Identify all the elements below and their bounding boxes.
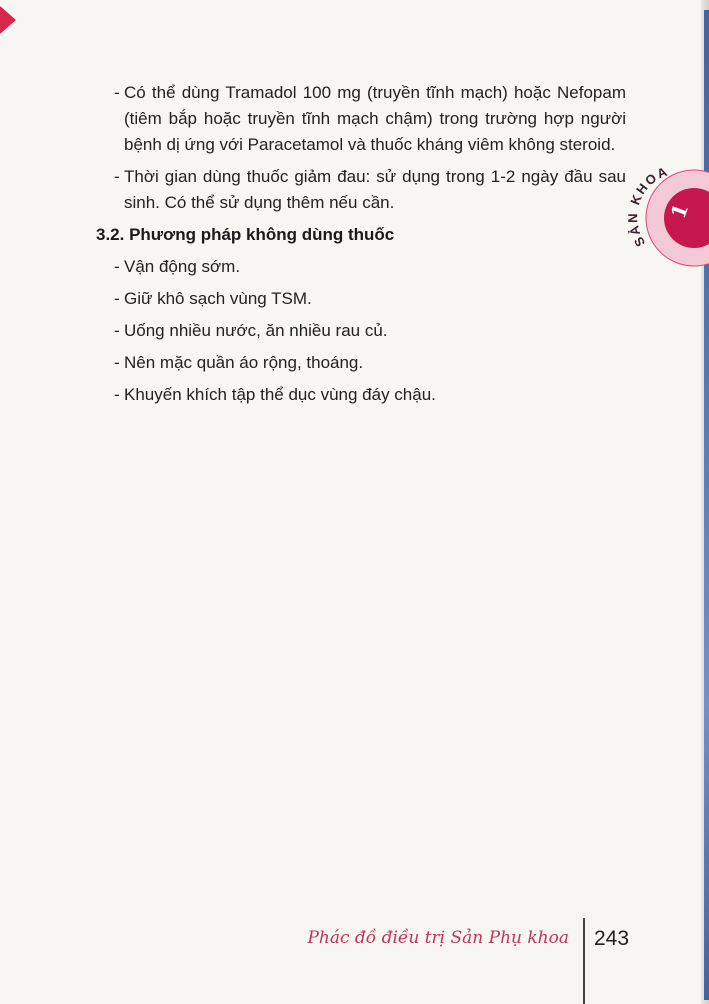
list-dash: - bbox=[114, 257, 120, 276]
main-content bbox=[96, 80, 626, 414]
list-item-text: Có thể dùng Tramadol 100 mg (truyền tĩnh mạch) hoặc Nefopam (tiêm bắp hoặc truyền tĩnh mạch chậm) trong trường hợp người bệnh dị ứng với Paracetamol và thuốc kháng viêm không steroid. bbox=[124, 83, 626, 154]
chapter-tab bbox=[628, 158, 709, 278]
list-dash: - bbox=[114, 353, 120, 372]
list-dash: - bbox=[114, 289, 120, 308]
list-item bbox=[96, 382, 626, 408]
list-dash: - bbox=[114, 167, 120, 186]
footer-divider bbox=[583, 918, 585, 1004]
top-bullet-list bbox=[96, 80, 626, 216]
list-item-text: Giữ khô sạch vùng TSM. bbox=[124, 289, 312, 308]
section-heading: 3.2. Phương pháp không dùng thuốc bbox=[96, 225, 395, 244]
list-item bbox=[96, 350, 626, 376]
list-item-text: Vận động sớm. bbox=[124, 257, 241, 276]
list-item-text: Thời gian dùng thuốc giảm đau: sử dụng trong 1-2 ngày đầu sau sinh. Có thể sử dụng thêm nếu cần. bbox=[124, 167, 626, 212]
list-item bbox=[96, 164, 626, 216]
list-item-text: Uống nhiều nước, ăn nhiều rau củ. bbox=[124, 321, 388, 340]
chapter-tab-number: 1 bbox=[665, 200, 694, 222]
chapter-tab-graphic bbox=[628, 158, 709, 278]
chapter-tab-label: S KHOA bbox=[628, 163, 671, 250]
list-item bbox=[96, 80, 626, 158]
list-dash: - bbox=[114, 385, 120, 404]
list-item-text: Khuyến khích tập thể dục vùng đáy chậu. bbox=[124, 385, 436, 404]
bottom-bullet-list bbox=[96, 254, 626, 408]
page-number: 243 bbox=[594, 927, 630, 950]
footer-book-title: Phác đồ điều trị Sản Phụ khoa bbox=[307, 928, 569, 948]
corner-marker bbox=[0, 6, 16, 34]
list-item bbox=[96, 286, 626, 312]
list-item bbox=[96, 254, 626, 280]
list-dash: - bbox=[114, 321, 120, 340]
list-item-text: Nên mặc quần áo rộng, thoáng. bbox=[124, 353, 364, 372]
list-item bbox=[96, 318, 626, 344]
list-dash: - bbox=[114, 83, 120, 102]
